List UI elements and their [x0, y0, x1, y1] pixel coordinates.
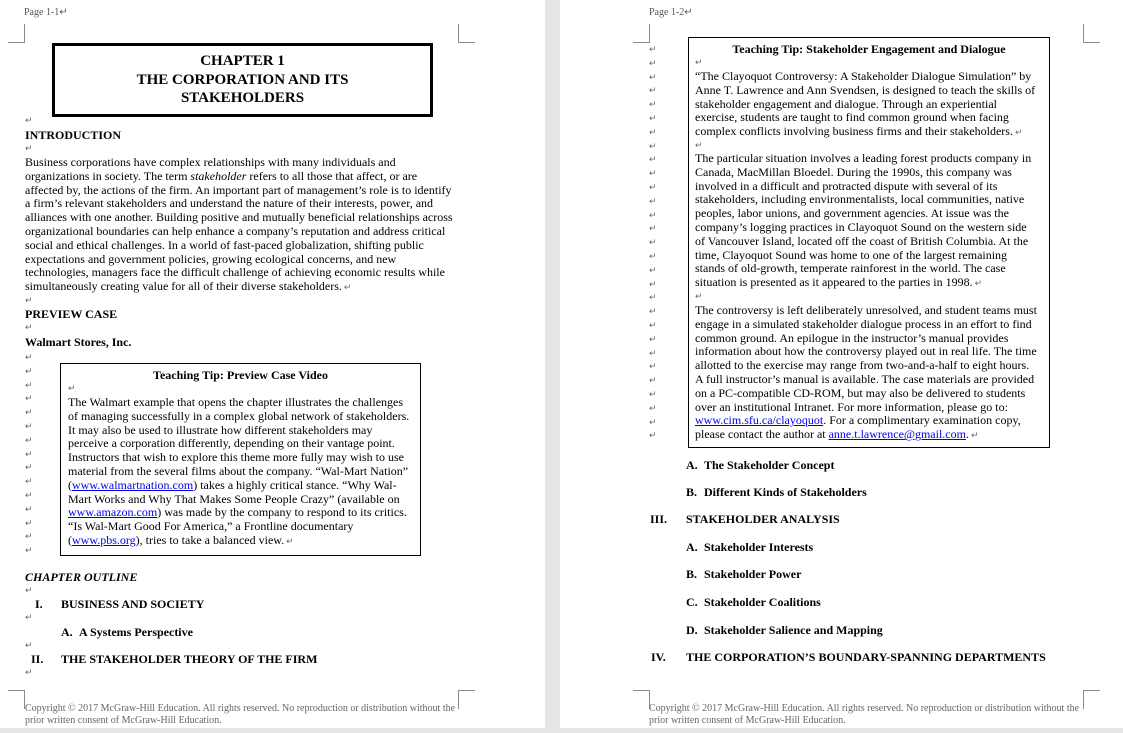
chapter-outline-heading: CHAPTER OUTLINE: [25, 570, 138, 584]
margin-corner-bottom-right: [1083, 690, 1100, 709]
chapter-title-line-2: STAKEHOLDERS: [180, 90, 305, 106]
outline-item-salience-mapping: D.: [686, 623, 698, 637]
paragraph-mark-icon: ↵: [25, 585, 33, 595]
paragraph-mark-icon: ↵: [25, 612, 33, 622]
chapter-title-line-1: THE CORPORATION AND ITS: [136, 71, 349, 88]
tip-paragraph-1: “The Clayoquot Controversy: A Stakeholder Dialogue Simulation” by Anne T. Lawrence and Ann Svendsen, is designed to teach the skills of stakeholder engagement and dialogue. Through an experiential exercise, students are taught to find common ground when facing complex conflicts involving business firms and their stakeholders. ↵: [695, 69, 1036, 139]
outline-item-text: STAKEHOLDER ANALYSIS: [686, 512, 840, 526]
stakeholder-term: stakeholder: [190, 168, 247, 183]
outline-item-text: Stakeholder Salience and Mapping: [704, 623, 883, 637]
paragraph-marks-column: ↵ ↵ ↵ ↵ ↵ ↵ ↵ ↵ ↵ ↵ ↵ ↵ ↵ ↵ ↵: [25, 352, 33, 556]
page-number-text: Page 1-2: [649, 7, 685, 18]
chapter-title-box: [52, 43, 433, 117]
margin-corner-top-right: [1083, 24, 1100, 43]
outline-item-text: Stakeholder Power: [704, 567, 802, 581]
paragraph-mark-icon: ↵: [25, 640, 33, 650]
page-number-text: Page 1-1: [24, 7, 60, 18]
teaching-tip-body: The Walmart example that opens the chapter illustrates the challenges of managing successfully in a complex global network of stakeholders. It may also be used to illustrate how different stakeholders may perceive a corporation differently, depending on their vantage point. Instructors that wish to explore this theme more fully may wish to use material from the several films about the company. “Wal-Mart Nation” (www.walmartnation.com) takes a highly critical stance. “Why Wal- Mart Works and Why That Makes Some People Crazy” (available on www.amazon.com) was made by the company to respond to its critics. “Is Wal-Mart Good For America,” a Frontline documentary (www.pbs.org), tries to take a balanced view. ↵: [68, 395, 410, 547]
copyright-footer: Copyright © 2017 McGraw-Hill Education. All rights reserved. No reproduction or distribution without the prior written consent of McGraw-Hill Education.: [25, 703, 456, 726]
outline-item-stakeholder-concept: A.: [686, 458, 698, 472]
preview-case-heading: PREVIEW CASE: [25, 307, 118, 321]
outline-item-text: Stakeholder Coalitions: [704, 595, 821, 609]
walmartnation-link[interactable]: www.walmartnation.com: [72, 477, 194, 492]
page-2: [560, 0, 1123, 728]
paragraph-mark-icon: ↵: [25, 115, 33, 125]
outline-item-kinds-of-stakeholders: B.: [686, 485, 698, 499]
introduction-heading: INTRODUCTION: [25, 128, 122, 142]
outline-item-stakeholder-power: B.: [686, 567, 698, 581]
page-header-label: [649, 7, 693, 18]
paragraph-mark-icon: ↵: [25, 667, 33, 677]
clayoquot-link[interactable]: www.cim.sfu.ca/clayoquot: [695, 413, 824, 428]
outline-item-systems-perspective: A.: [61, 625, 73, 639]
paragraph-mark-icon: ↵: [25, 322, 33, 332]
outline-item-text: A Systems Perspective: [79, 625, 193, 639]
page-1: [0, 0, 545, 728]
outline-item-text: BUSINESS AND SOCIETY: [61, 597, 205, 611]
teaching-tip-title: Teaching Tip: Stakeholder Engagement and Dialogue: [732, 42, 1006, 56]
introduction-paragraph: Business corporations have complex relationships with many individuals and organizations in society. The term stakeholder refers to all those that affect, or are affected by, the actions of the firm. An important part of management’s role is to identify a firm’s relevant stakeholders and understand the nature of their interests, power, and alliances with one another. Building positive and mutually beneficial relationships across organizational boundaries can help enhance a company’s reputation and address critical social and ethical challenges. In a world of fast-paced globalization, shifting public expectations and government policies, growing ecological concerns, and new technologies, managers face the difficult challenge of achieving economic results while simultaneously creating value for all of their diverse stakeholders. ↵: [25, 155, 453, 294]
margin-corner-bottom-right: [458, 690, 475, 709]
paragraph-mark-icon: ↵: [695, 291, 703, 301]
margin-corner-bottom-left: [8, 690, 25, 709]
paragraph-marks-column: ↵ ↵ ↵ ↵ ↵ ↵ ↵ ↵ ↵ ↵ ↵ ↵ ↵ ↵ ↵ ↵ ↵ ↵ ↵ ↵ ↵ ↵ ↵ ↵ ↵ ↵ ↵ ↵ ↵: [649, 44, 657, 441]
outline-item-stakeholder-coalitions: C.: [686, 595, 698, 609]
outline-item-stakeholder-interests: A.: [686, 540, 698, 554]
copyright-footer: Copyright © 2017 McGraw-Hill Education. All rights reserved. No reproduction or distribution without the prior written consent of McGraw-Hill Education.: [649, 703, 1080, 726]
margin-corner-top-right: [458, 24, 475, 43]
teaching-tip-engagement-box: [688, 37, 1050, 448]
paragraph-mark-icon: ↵: [684, 7, 693, 18]
paragraph-mark-icon: ↵: [695, 57, 703, 67]
paragraph-mark-icon: ↵: [695, 140, 703, 150]
walmart-heading: Walmart Stores, Inc.: [25, 335, 132, 349]
outline-item-text: THE STAKEHOLDER THEORY OF THE FIRM: [61, 652, 318, 666]
author-email-link[interactable]: anne.t.lawrence@gmail.com: [828, 427, 966, 442]
outline-item-stakeholder-theory: II.: [31, 652, 44, 666]
teaching-tip-preview-box: [60, 363, 421, 556]
outline-item-text: Stakeholder Interests: [704, 540, 814, 554]
outline-item-business-society: I.: [35, 597, 43, 611]
outline-item-boundary-spanning: IV.: [651, 650, 666, 664]
outline-item-stakeholder-analysis: III.: [650, 512, 668, 526]
outline-item-text: The Stakeholder Concept: [704, 458, 835, 472]
paragraph-mark-icon: ↵: [25, 295, 33, 305]
chapter-number: CHAPTER 1: [200, 53, 285, 69]
paragraph-mark-icon: ↵: [25, 143, 33, 153]
teaching-tip-title: Teaching Tip: Preview Case Video: [153, 368, 328, 382]
tip-paragraph-3: The controversy is left deliberately unresolved, and student teams must engage in a simulated stakeholder dialogue process in an effort to find common ground. An epilogue in the instructor’s manual provides information about how the controversy played out in real life. The time allotted to the exercise may range from two-and-a-half to eight hours. A full instructor’s manual is available. The case materials are provided on a PC-compatible CD-ROM, but may also be delivered to students over an institutional Intranet. For more information, please go to: www.cim.sfu.ca/clayoquot. For a complimentary examination copy, please contact the author at anne.t.lawrence@gmail.com. ↵: [695, 303, 1037, 442]
paragraph-mark-icon: ↵: [59, 7, 68, 18]
tip-paragraph-2: The particular situation involves a leading forest products company in Canada, MacMillan Bloedel. During the 1990s, this company was involved in a difficult and protracted dispute with several of its stakeholders, including environmentalists, local communities, native peoples, labor unions, and government agencies. At issue was the company’s logging practices in Clayoquot Sound on the western side of Vancouver Island, located off the coast of British Columbia. At the time, Clayoquot Sound was home to one of the largest remaining stands of old-growth, temperate rainforest in the world. The case situation is presented as it appeared to the parties in 1998. ↵: [695, 151, 1032, 290]
paragraph-mark-icon: ↵: [68, 383, 76, 393]
page-header-label: [24, 7, 68, 18]
margin-corner-top-left: [633, 24, 650, 43]
margin-corner-top-left: [8, 24, 25, 43]
amazon-link[interactable]: www.amazon.com: [68, 505, 158, 520]
outline-item-text: THE CORPORATION’S BOUNDARY-SPANNING DEPARTMENTS: [686, 650, 1046, 664]
pbs-link[interactable]: www.pbs.org: [72, 532, 136, 547]
outline-item-text: Different Kinds of Stakeholders: [704, 485, 867, 499]
margin-corner-bottom-left: [633, 690, 650, 709]
chapter-title: [55, 46, 430, 108]
